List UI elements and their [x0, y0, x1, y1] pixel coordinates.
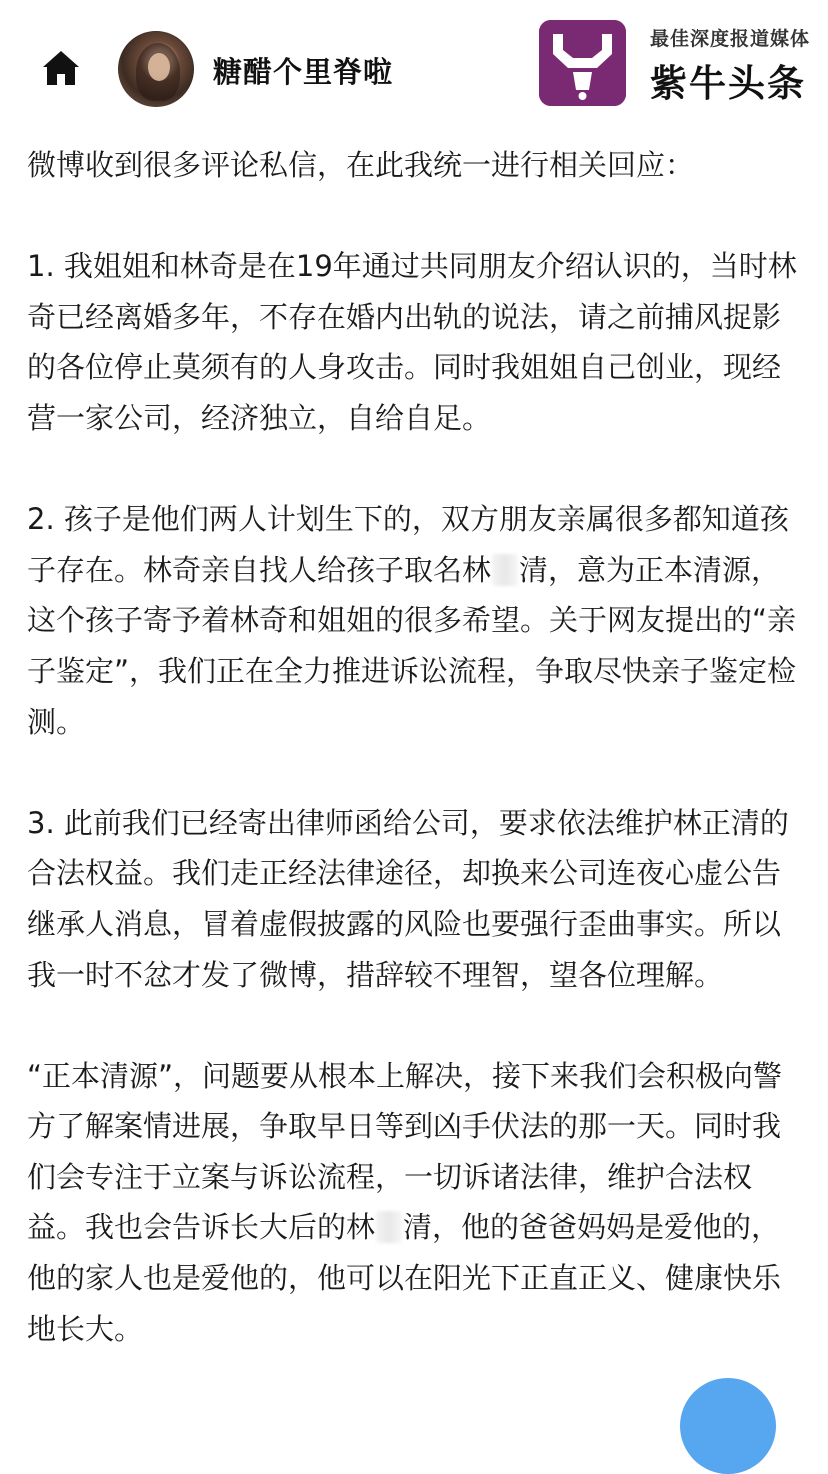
post-paragraph-2-part-1: 2. 孩子是他们两人计划生下的，双方朋友亲属很多都知道孩子存在。林奇亲自找人给孩子取名林 [27, 502, 789, 587]
post-paragraph-2-part-2: 清，意为正本清源，这个孩子寄予着林奇和姐姐的很多希望。关于网友提出的“亲子鉴定”，我们正在全力推进诉讼流程，争取尽快亲子鉴定检测。 [27, 552, 797, 739]
brand-logo [539, 20, 626, 106]
username[interactable]: 糖醋个里脊啦 [213, 55, 394, 89]
post-content [27, 140, 807, 1354]
post-paragraph-4 [27, 1051, 807, 1355]
top-bar [0, 0, 828, 130]
post-paragraph-4-part-2: 清，他的爸爸妈妈是爱他的，他的家人也是爱他的，他可以在阳光下正直正义、健康快乐地长大。 [27, 1210, 782, 1346]
home-button[interactable] [38, 50, 84, 90]
brand-name: 紫牛头条 [650, 62, 806, 105]
redacted-character [376, 1211, 402, 1243]
post-paragraph-1: 1. 我姐姐和林奇是在19年通过共同朋友介绍认识的，当时林奇已经离婚多年，不存在婚内出轨的说法，请之前捕风捉影的各位停止莫须有的人身攻击。同时我姐姐自己创业，现经营一家公司，经济独立，自给自足。 [27, 249, 797, 435]
post-paragraph-3: 3. 此前我们已经寄出律师函给公司，要求依法维护林正清的合法权益。我们走正经法律途径，却换来公司连夜心虚公告继承人消息，冒着虚假披露的风险也要强行歪曲事实。所以我一时不忿才发了微博，措辞较不理智，望各位理解。 [27, 805, 789, 992]
floating-action-button[interactable] [680, 1378, 776, 1474]
post-intro: 微博收到很多评论私信，在此我统一进行相关回应： [27, 148, 695, 182]
post-paragraph-2 [27, 494, 807, 747]
home-icon [41, 49, 81, 91]
bull-logo-icon [539, 20, 626, 106]
redacted-character [492, 554, 518, 586]
avatar[interactable] [118, 31, 194, 107]
brand-slogan: 最佳深度报道媒体 [650, 28, 811, 50]
post-paragraph-4-part-1: “正本清源”，问题要从根本上解决，接下来我们会积极向警方了解案情进展，争取早日等到凶手伏法的那一天。同时我们会专注于立案与诉讼流程，一切诉诸法律，维护合法权益。我也会告诉长大后的林 [27, 1058, 783, 1245]
